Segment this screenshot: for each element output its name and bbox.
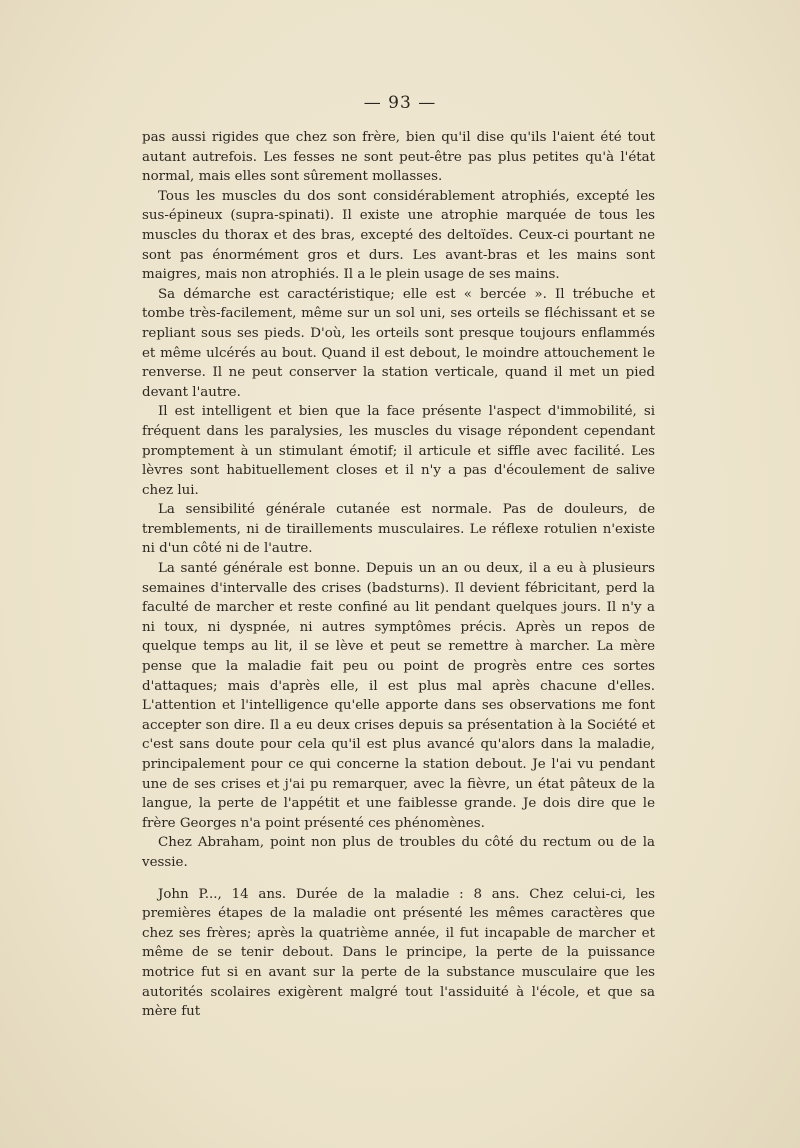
paragraph: pas aussi rigides que chez son frère, bien qu'il dise qu'ils l'aient été tout autant autrefois. Les fesses ne sont peut-être pas plus petites qu'à l'état normal, mais elles sont sûrement mollasses. [142, 130, 655, 185]
paragraph: Chez Abraham, point non plus de troubles du côté du rectum ou de la vessie. [142, 835, 655, 870]
paragraph: John P..., 14 ans. Durée de la maladie : 8 ans. Chez celui-ci, les premières étapes de la maladie ont présenté les mêmes caractères que chez ses frères; après la quatrième année, il fut incapable de marcher et même de se tenir debout. Dans le principe, la perte de la puissance motrice fut si en avant sur la perte de la substance musculaire que les autorités scolaires exigèrent malgré tout l'assiduité à l'école, et que sa mère fut [142, 886, 655, 1020]
paragraph: Sa démarche est caractéristique; elle est « bercée ». Il trébuche et tombe très-facilement, même sur un sol uni, ses orteils se fléchissant et se repliant sous ses pieds. D'où, les orteils sont presque toujours enflammés et même ulcérés au bout. Quand il est debout, le moindre attouchement le renverse. Il ne peut conserver la station verticale, quand il met un pied devant l'autre. [142, 286, 655, 400]
body-text [142, 128, 655, 1022]
paragraph: Tous les muscles du dos sont considérablement atrophiés, excepté les sus-épineux (supra-spinati). Il existe une atrophie marquée de tous les muscles du thorax et des bras, excepté des deltoïdes. Ceux-ci pourtant ne sont pas énormément gros et durs. Les avant-bras et les mains sont maigres, mais non atrophiés. Il a le plein usage de ses mains. [142, 188, 655, 283]
paragraph: Il est intelligent et bien que la face présente l'aspect d'immobilité, si fréquent dans les paralysies, les muscles du visage répondent cependant promptement à un stimulant émotif; il articule et siffle avec facilité. Les lèvres sont habituellement closes et il n'y a pas d'écoulement de salive chez lui. [142, 404, 655, 498]
page-number: — 93 — [363, 93, 437, 113]
paragraph: La sensibilité générale cutanée est normale. Pas de douleurs, de tremblements, ni de tiraillements musculaires. Le réflexe rotulien n'existe ni d'un côté ni de l'autre. [142, 502, 655, 557]
paragraph: La santé générale est bonne. Depuis un an ou deux, il a eu à plusieurs semaines d'intervalle des crises (badsturns). Il devient fébricitant, perd la faculté de marcher et reste confiné au lit pendant quelques jours. Il n'y a ni toux, ni dyspnée, ni autres symptômes précis. Après un repos de quelque temps au lit, il se lève et peut se remettre à marcher. La mère pense que la maladie fait peu ou point de progrès entre ces sortes d'attaques; mais d'après elle, il est plus mal après chacune d'elles. L'attention et l'intelligence qu'elle apporte dans ses observations me font accepter son dire. Il a eu deux crises depuis sa présentation à la Société et c'est sans doute pour cela qu'il est plus avancé qu'alors dans la maladie, principalement pour ce qui concerne la station debout. Je l'ai vu pendant une de ses crises et j'ai pu remarquer, avec la fièvre, un état pâteux de la langue, la perte de l'appétit et une faiblesse grande. Je dois dire que le frère Georges n'a point présenté ces phénomènes. [142, 561, 655, 831]
